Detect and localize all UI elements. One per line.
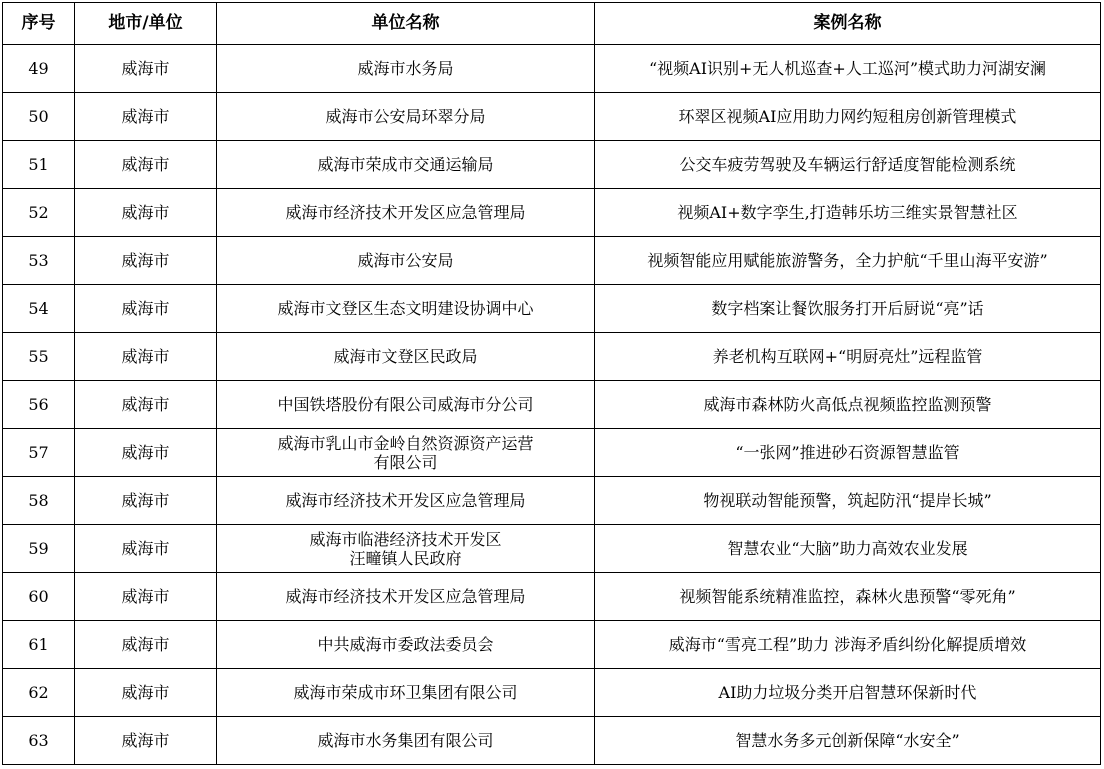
table-row [3, 141, 1101, 189]
table-row [3, 237, 1101, 285]
header-unit-name: 单位名称 [217, 3, 595, 45]
table-row [3, 525, 1101, 573]
row-case-name: AI助力垃圾分类开启智慧环保新时代 [595, 669, 1101, 717]
row-index: 59 [3, 525, 75, 573]
row-region: 威海市 [75, 141, 217, 189]
row-region: 威海市 [75, 717, 217, 765]
row-case-name: 视频AI+数字孪生,打造韩乐坊三维实景智慧社区 [595, 189, 1101, 237]
row-unit-name [217, 621, 595, 669]
table-row [3, 717, 1101, 765]
row-unit-name [217, 237, 595, 285]
row-unit-name [217, 717, 595, 765]
row-region: 威海市 [75, 621, 217, 669]
unit-name-line: 威海市水务局 [357, 59, 454, 78]
row-case-name: 养老机构互联网+“明厨亮灶”远程监管 [595, 333, 1101, 381]
row-case-name: 威海市“雪亮工程”助力 涉海矛盾纠纷化解提质增效 [595, 621, 1101, 669]
row-region: 威海市 [75, 381, 217, 429]
row-index: 52 [3, 189, 75, 237]
row-unit-name [217, 45, 595, 93]
row-unit-name [217, 573, 595, 621]
row-case-name: 视频智能系统精准监控，森林火患预警“零死角” [595, 573, 1101, 621]
row-case-name: 数字档案让餐饮服务打开后厨说“亮”话 [595, 285, 1101, 333]
row-unit-name [217, 525, 595, 573]
table-header-row [3, 3, 1101, 45]
row-region: 威海市 [75, 237, 217, 285]
row-region: 威海市 [75, 285, 217, 333]
table-row [3, 573, 1101, 621]
row-unit-name [217, 141, 595, 189]
row-case-name: 视频智能应用赋能旅游警务，全力护航“千里山海平安游” [595, 237, 1101, 285]
table-row [3, 45, 1101, 93]
unit-name-line: 中国铁塔股份有限公司威海市分公司 [277, 395, 534, 414]
unit-name-line: 威海市临港经济技术开发区 [309, 529, 502, 549]
row-index: 55 [3, 333, 75, 381]
unit-name-line: 威海市公安局环翠分局 [325, 107, 486, 126]
table-row [3, 189, 1101, 237]
unit-name-line: 威海市乳山市金岭自然资源资产运营 [277, 433, 534, 453]
table-row [3, 477, 1101, 525]
unit-name-line: 威海市荣成市环卫集团有限公司 [293, 683, 518, 702]
header-region: 地市/单位 [75, 3, 217, 45]
header-index: 序号 [3, 3, 75, 45]
row-index: 58 [3, 477, 75, 525]
row-case-name: 物视联动智能预警，筑起防汛“提岸长城” [595, 477, 1101, 525]
case-list-table [2, 2, 1101, 765]
row-unit-name [217, 381, 595, 429]
row-index: 54 [3, 285, 75, 333]
table-row [3, 621, 1101, 669]
row-region: 威海市 [75, 573, 217, 621]
unit-name-line: 有限公司 [373, 452, 438, 472]
unit-name-line: 威海市经济技术开发区应急管理局 [285, 491, 526, 510]
row-index: 57 [3, 429, 75, 477]
table-row [3, 429, 1101, 477]
unit-name-line: 威海市荣成市交通运输局 [317, 155, 494, 174]
unit-name-line: 威海市经济技术开发区应急管理局 [285, 203, 526, 222]
unit-name-line: 汪疃镇人民政府 [349, 548, 462, 568]
row-index: 56 [3, 381, 75, 429]
row-region: 威海市 [75, 477, 217, 525]
row-unit-name [217, 93, 595, 141]
row-index: 50 [3, 93, 75, 141]
row-unit-name [217, 333, 595, 381]
row-unit-name [217, 477, 595, 525]
row-case-name: “一张网”推进砂石资源智慧监管 [595, 429, 1101, 477]
unit-name-line: 威海市文登区民政局 [333, 347, 478, 366]
row-region: 威海市 [75, 429, 217, 477]
row-case-name: 智慧水务多元创新保障“水安全” [595, 717, 1101, 765]
row-region: 威海市 [75, 525, 217, 573]
row-index: 61 [3, 621, 75, 669]
row-unit-name [217, 669, 595, 717]
row-index: 51 [3, 141, 75, 189]
row-region: 威海市 [75, 45, 217, 93]
unit-name-line: 威海市经济技术开发区应急管理局 [285, 587, 526, 606]
table-row [3, 93, 1101, 141]
unit-name-line: 威海市水务集团有限公司 [317, 731, 494, 750]
unit-name-line: 威海市公安局 [357, 251, 454, 270]
row-unit-name [217, 285, 595, 333]
row-case-name: 公交车疲劳驾驶及车辆运行舒适度智能检测系统 [595, 141, 1101, 189]
table-row [3, 285, 1101, 333]
row-case-name: 智慧农业“大脑”助力高效农业发展 [595, 525, 1101, 573]
row-index: 62 [3, 669, 75, 717]
row-region: 威海市 [75, 669, 217, 717]
unit-name-line: 威海市文登区生态文明建设协调中心 [277, 299, 534, 318]
table-row [3, 669, 1101, 717]
row-region: 威海市 [75, 333, 217, 381]
row-region: 威海市 [75, 189, 217, 237]
header-case-name: 案例名称 [595, 3, 1101, 45]
table-row [3, 333, 1101, 381]
row-index: 53 [3, 237, 75, 285]
row-case-name: 威海市森林防火高低点视频监控监测预警 [595, 381, 1101, 429]
unit-name-line: 中共威海市委政法委员会 [317, 635, 494, 654]
row-region: 威海市 [75, 93, 217, 141]
row-index: 63 [3, 717, 75, 765]
row-unit-name [217, 429, 595, 477]
row-case-name: 环翠区视频AI应用助力网约短租房创新管理模式 [595, 93, 1101, 141]
table-row [3, 381, 1101, 429]
row-unit-name [217, 189, 595, 237]
row-index: 60 [3, 573, 75, 621]
row-index: 49 [3, 45, 75, 93]
row-case-name: “视频AI识别+无人机巡查+人工巡河”模式助力河湖安澜 [595, 45, 1101, 93]
